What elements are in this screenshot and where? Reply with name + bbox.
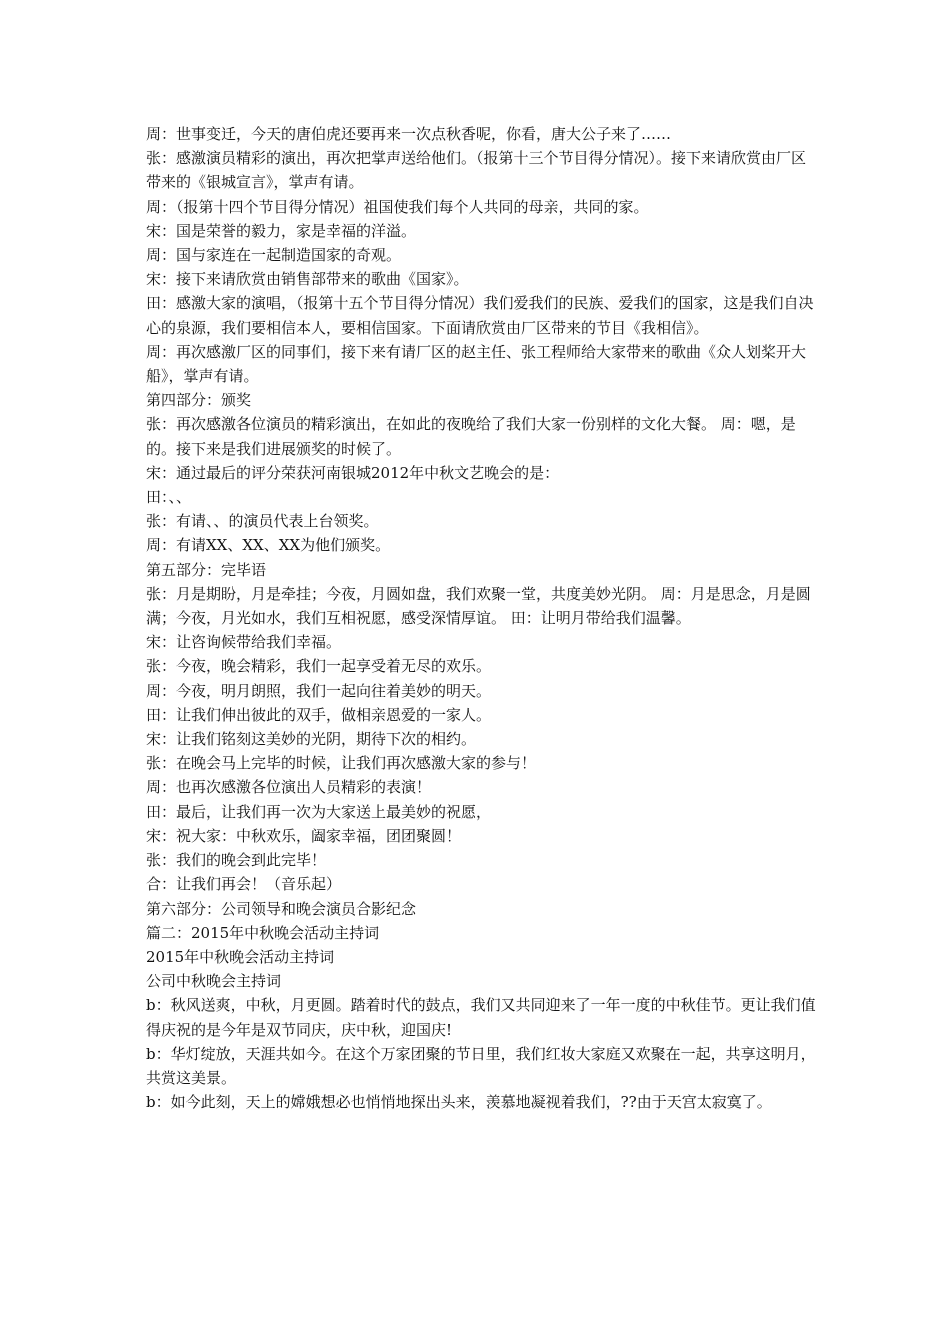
document-body xyxy=(146,122,816,1114)
document-paragraph: 张：感激演员精彩的演出，再次把掌声送给他们。（报第十三个节目得分情况）。接下来请欣赏由厂区带来的《银城宣言》，掌声有请。 xyxy=(146,149,807,192)
document-paragraph: 周：今夜，明月朗照，我们一起向往着美妙的明天。 xyxy=(146,681,492,700)
document-paragraph: 周：国与家连在一起制造国家的奇观。 xyxy=(146,246,402,265)
document-paragraph: 周：有请XX、XX、XX为他们颁奖。 xyxy=(146,536,391,555)
document-paragraph: 张：有请、、的演员代表上台领奖。 xyxy=(146,512,379,531)
document-paragraph: 张：在晚会马上完毕的时候，让我们再次感激大家的参与！ xyxy=(146,754,537,773)
document-paragraph: 宋：通过最后的评分荣获河南银城2012年中秋文艺晚会的是： xyxy=(146,463,560,482)
document-paragraph: 张：再次感激各位演员的精彩演出，在如此的夜晚给了我们大家一份别样的文化大餐。 周：嗯，是的。接下来是我们进展颁奖的时候了。 xyxy=(146,415,796,458)
document-paragraph: 周：再次感激厂区的同事们，接下来有请厂区的赵主任、张工程师给大家带来的歌曲《众人划桨开大船》，掌声有请。 xyxy=(146,342,807,386)
document-paragraph: 周：也再次感激各位演出人员精彩的表演！ xyxy=(146,778,432,797)
document-paragraph: 宋：让我们铭刻这美妙的光阴，期待下次的相约。 xyxy=(146,730,477,749)
document-paragraph: 田：感激大家的演唱，（报第十五个节目得分情况）我们爱我们的民族、爱我们的国家，这是我们自决心的泉源，我们要相信本人，要相信国家。下面请欣赏由厂区带来的节目《我相信》。 xyxy=(146,294,814,337)
document-paragraph: 宋：让咨询候带给我们幸福。 xyxy=(146,633,342,652)
document-paragraph: b：华灯绽放，天涯共如今。在这个万家团聚的节日里，我们红妆大家庭又欢聚在一起，共享这明月，共赏这美景。 xyxy=(146,1044,816,1087)
document-paragraph: 2015年中秋晚会活动主持词 xyxy=(146,947,335,966)
document-paragraph: 周：（报第十四个节目得分情况）祖国使我们每个人共同的母亲，共同的家。 xyxy=(146,197,649,216)
document-paragraph: 第四部分：颁奖 xyxy=(146,391,252,410)
document-paragraph: 张：月是期盼，月是牵挂；今夜，月圆如盘，我们欢聚一堂，共度美妙光阴。 周：月是思念，月是圆满；今夜，月光如水，我们互相祝愿，感受深情厚谊。 田：让明月带给我们温馨。 xyxy=(146,584,811,628)
document-paragraph: 宋：国是荣誉的毅力，家是幸福的洋溢。 xyxy=(146,221,417,240)
document-paragraph: 公司中秋晚会主持词 xyxy=(146,972,282,991)
document-paragraph: 田：最后，让我们再一次为大家送上最美妙的祝愿， xyxy=(146,802,492,821)
document-paragraph: 田：让我们伸出彼此的双手，做相亲恩爱的一家人。 xyxy=(146,705,492,724)
document-paragraph: 第五部分：完毕语 xyxy=(146,560,267,579)
document-paragraph: 宋：接下来请欣赏由销售部带来的歌曲《国家》。 xyxy=(146,270,469,289)
document-paragraph: 第六部分：公司领导和晚会演员合影纪念 xyxy=(146,899,417,918)
document-paragraph: 宋：祝大家：中秋欢乐，阖家幸福，团团聚圆！ xyxy=(146,826,462,845)
document-paragraph: 合：让我们再会！（音乐起） xyxy=(146,875,342,894)
document-paragraph: 篇二：2015年中秋晚会活动主持词 xyxy=(146,923,380,942)
document-paragraph: 张：今夜，晚会精彩，我们一起享受着无尽的欢乐。 xyxy=(146,657,492,676)
document-paragraph: 周：世事变迁，今天的唐伯虎还要再来一次点秋香呢，你看，唐大公子来了…… xyxy=(146,125,672,143)
document-paragraph: 张：我们的晚会到此完毕！ xyxy=(146,851,327,870)
document-paragraph: 田：、、 xyxy=(146,488,192,507)
document-paragraph: b：如今此刻，天上的嫦娥想必也悄悄地探出头来，羡慕地凝视着我们，??由于天宫太寂寞了。 xyxy=(146,1093,772,1112)
document-paragraph: b：秋风送爽，中秋，月更圆。踏着时代的鼓点，我们又共同迎来了一年一度的中秋佳节。更让我们值得庆祝的是今年是双节同庆，庆中秋，迎国庆! xyxy=(146,996,816,1039)
